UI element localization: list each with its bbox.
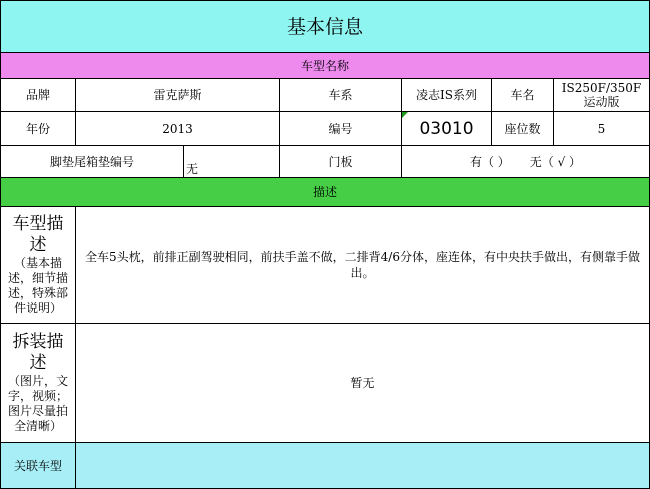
title-cell [0,0,650,53]
car-name-value-cell[interactable] [554,79,650,112]
model-desc-title: 车型描述 [12,214,64,255]
model-desc-label-cell [0,207,76,324]
door-label: 门板 [328,154,353,169]
door-option-no[interactable]: 无（ √ ） [529,154,582,169]
car-name-label: 车名 [510,88,535,102]
door-value-cell[interactable] [402,146,650,178]
car-name-value: IS250F/350F运动版 [561,81,642,109]
disassembly-content-cell[interactable] [76,324,650,443]
seats-value-cell[interactable] [554,112,650,146]
mat-label: 脚垫尾箱垫编号 [49,154,134,169]
disassembly-title: 拆装描述 [12,332,64,373]
model-desc-content-cell[interactable] [76,207,650,324]
section-description [0,178,650,207]
section-description-label: 描述 [312,185,337,199]
page-title: 基本信息 [286,15,363,38]
year-value-cell[interactable] [76,112,280,146]
disassembly-content: 暂无 [350,376,375,390]
door-label-cell [280,146,402,178]
related-models-label-cell [0,443,76,489]
mat-label-cell [0,146,184,178]
series-label: 车系 [328,88,353,102]
car-name-label-cell [492,79,554,112]
mat-value: 无 [186,162,199,176]
code-comment-marker-icon [402,112,408,118]
door-option-yes[interactable]: 有（ ） [469,154,510,169]
section-model-name-label: 车型名称 [300,58,349,73]
seats-label: 座位数 [504,121,541,136]
series-value: 凌志IS系列 [416,88,477,102]
disassembly-note: （图片，文字，视频；图片尽量拍全清晰） [7,374,68,433]
year-label: 年份 [25,121,50,136]
year-value: 2013 [162,121,193,136]
code-value: 03010 [419,118,474,139]
seats-label-cell [492,112,554,146]
brand-value: 雷克萨斯 [153,88,202,102]
related-models-value-cell[interactable] [76,443,650,489]
model-desc-note: （基本描述，细节描述，特殊部件说明） [7,256,68,315]
code-value-cell[interactable] [402,112,492,146]
brand-label: 品牌 [25,88,50,102]
year-label-cell [0,112,76,146]
code-label-cell [280,112,402,146]
section-model-name [0,53,650,79]
brand-label-cell [0,79,76,112]
code-label: 编号 [328,121,353,136]
disassembly-label-cell [0,324,76,443]
related-models-label: 关联车型 [13,458,62,473]
mat-value-cell[interactable] [184,146,280,178]
brand-value-cell[interactable] [76,79,280,112]
series-value-cell[interactable] [402,79,492,112]
series-label-cell [280,79,402,112]
model-desc-content: 全车5头枕，前排正副驾驶相同，前扶手盖不做，二排背4/6分体，座连体，有中央扶手做出，有侧靠手做出。 [85,250,640,280]
seats-value: 5 [597,121,606,136]
